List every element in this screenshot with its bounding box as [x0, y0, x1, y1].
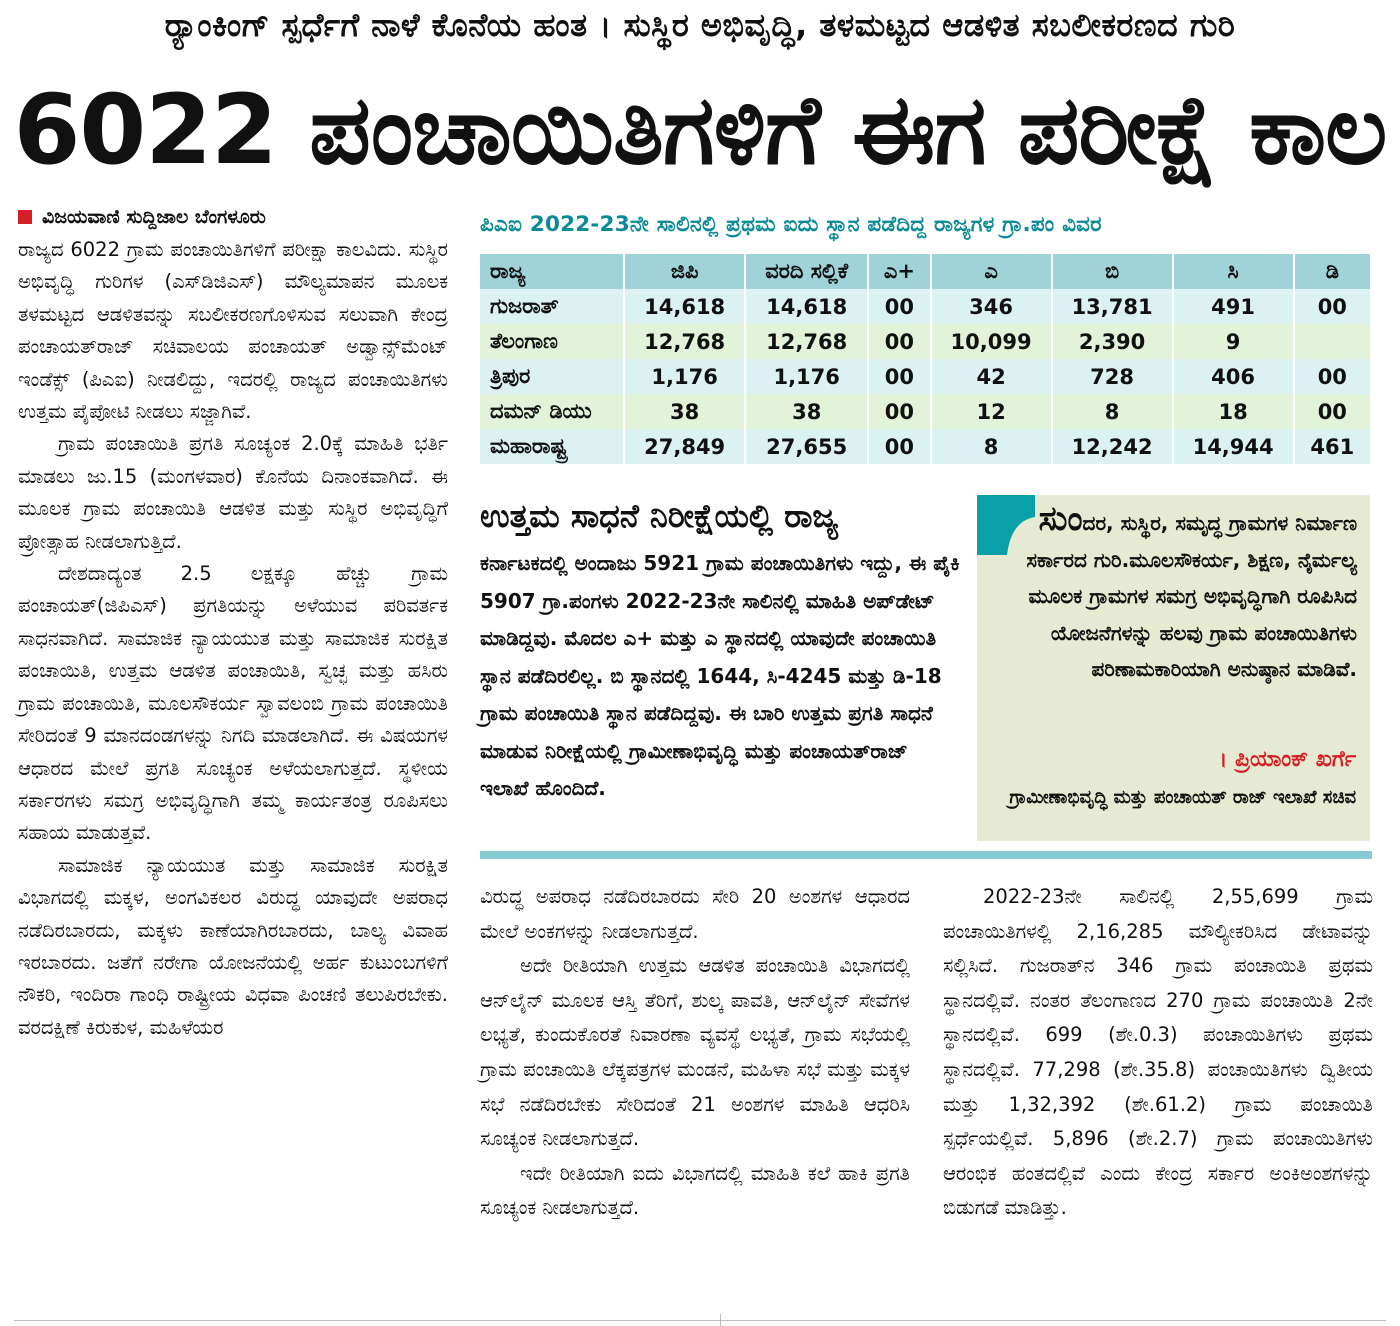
table-cell: 491	[1173, 289, 1294, 324]
table-cell: 00	[868, 394, 930, 429]
mid-paragraph-3: ಇದೇ ರೀತಿಯಾಗಿ ಐದು ವಿಭಾಗದಲ್ಲಿ ಮಾಹಿತಿ ಕಲೆ ಹಾಕಿ ಪ್ರಗತಿ ಸೂಚ್ಯಂಕ ನೀಡಲಾಗುತ್ತದೆ.	[480, 1161, 910, 1220]
table-cell: 14,618	[745, 289, 868, 324]
quote-body: ದರ, ಸುಸ್ಥಿರ, ಸಮೃದ್ಧ ಗ್ರಾಮಗಳ ನಿರ್ಮಾಣ ಸರ್ಕಾರದ ಗುರಿ.ಮೂಲಸೌಕರ್ಯ, ಶಿಕ್ಷಣ, ನೈರ್ಮಲ್ಯ ಮೂಲಕ ಗ್ರಾಮಗಳ ಸಮಗ್ರ ಅಭಿವೃದ್ಧಿಗಾಗಿ ರೂಪಿಸಿದ ಯೋಜನೆಗಳನ್ನು ಹಲವು ಗ್ರಾಮ ಪಂಚಾಯಿತಿಗಳು ಪರಿಣಾಮಕಾರಿಯಾಗಿ ಅನುಷ್ಠಾನ ಮಾಡಿವೆ.	[1026, 511, 1357, 681]
section-body: ಕರ್ನಾಟಕದಲ್ಲಿ ಅಂದಾಜು 5921 ಗ್ರಾಮ ಪಂಚಾಯಿತಿಗಳು ಇದ್ದು, ಈ ಪೈಕಿ 5907 ಗ್ರಾ.ಪಂಗಳು 2022-23ನೇ ಸಾಲಿನಲ್ಲಿ ಮಾಹಿತಿ ಅಪ್‌ಡೇಟ್ ಮಾಡಿದ್ದವು. ಮೊದಲ ಎ+ ಮತ್ತು ಎ ಸ್ಥಾನದಲ್ಲಿ ಯಾವುದೇ ಪಂಚಾಯಿತಿ ಸ್ಥಾನ ಪಡೆದಿರಲಿಲ್ಲ. ಬಿ ಸ್ಥಾನದಲ್ಲಿ 1644, ಸಿ-4245 ಮತ್ತು ಡಿ-18 ಗ್ರಾಮ ಪಂಚಾಯಿತಿ ಸ್ಥಾನ ಪಡೆದಿದ್ದವು. ಈ ಬಾರಿ ಉತ್ತಮ ಪ್ರಗತಿ ಸಾಧನೆ ಮಾಡುವ ನಿರೀಕ್ಷೆಯಲ್ಲಿ ಗ್ರಾಮೀಣಾಭಿವೃದ್ಧಿ ಮತ್ತು ಪಂಚಾಯತ್‌ರಾಜ್ ಇಲಾಖೆ ಹೊಂದಿದೆ.	[480, 551, 960, 800]
mid-paragraph-2: ಅದೇ ರೀತಿಯಾಗಿ ಉತ್ತಮ ಆಡಳಿತ ಪಂಚಾಯಿತಿ ವಿಭಾಗದಲ್ಲಿ ಆನ್‌ಲೈನ್ ಮೂಲಕ ಆಸ್ತಿ ತೆರಿಗೆ, ಶುಲ್ಕ ಪಾವತಿ, ಆನ್‌ಲೈನ್ ಸೇವೆಗಳ ಲಭ್ಯತೆ, ಕುಂದುಕೊರತೆ ನಿವಾರಣಾ ವ್ಯವಸ್ಥೆ ಲಭ್ಯತೆ, ಗ್ರಾಮ ಸಭೆಯಲ್ಲಿ ಗ್ರಾಮ ಪಂಚಾಯಿತಿ ಲೆಕ್ಕಪತ್ರಗಳ ಮಂಡನೆ, ಮಹಿಳಾ ಸಭೆ ಮತ್ತು ಮಕ್ಕಳ ಸಭೆ ನಡೆದಿರಬೇಕು ಸೇರಿದಂತೆ 21 ಅಂಶಗಳ ಮಾಹಿತಿ ಆಧರಿಸಿ ಸೂಚ್ಯಂಕ ನೀಡಲಾಗುತ್ತದೆ.	[480, 954, 910, 1151]
table-cell: 38	[624, 394, 745, 429]
mid-paragraph-1: ವಿರುದ್ಧ ಅಪರಾಧ ನಡೆದಿರಬಾರದು ಸೇರಿ 20 ಅಂಶಗಳ ಆಧಾರದ ಮೇಲೆ ಅಂಕಗಳನ್ನು ನೀಡಲಾಗುತ್ತದೆ.	[480, 885, 910, 943]
table-cell: 14,944	[1173, 429, 1294, 464]
table-header: ಡಿ	[1294, 254, 1371, 289]
table-cell: 8	[1052, 394, 1173, 429]
left-paragraph-2: ಗ್ರಾಮ ಪಂಚಾಯಿತಿ ಪ್ರಗತಿ ಸೂಚ್ಯಂಕ 2.0ಕ್ಕೆ ಮಾಹಿತಿ ಭರ್ತಿ ಮಾಡಲು ಜು.15 (ಮಂಗಳವಾರ) ಕೊನೆಯ ದಿನಾಂಕವಾಗಿದೆ. ಈ ಮೂಲಕ ಗ್ರಾಮ ಪಂಚಾಯಿತಿ ಆಡಳಿತ ಮತ್ತು ಸುಸ್ಥಿರ ಅಭಿವೃದ್ಧಿಗೆ ಪ್ರೋತ್ಸಾಹ ನೀಡಲಾಗುತ್ತಿದೆ.	[18, 432, 448, 553]
table-header: ಎ+	[868, 254, 930, 289]
table-cell: 12	[931, 394, 1052, 429]
table-row	[480, 394, 1371, 429]
table-cell: 00	[1294, 289, 1371, 324]
right-paragraph-1: 2022-23ನೇ ಸಾಲಿನಲ್ಲಿ 2,55,699 ಗ್ರಾಮ ಪಂಚಾಯಿತಿಗಳಲ್ಲಿ 2,16,285 ಮೌಲ್ಯೀಕರಿಸಿದ ಡೇಟಾವನ್ನು ಸಲ್ಲಿಸಿದೆ. ಗುಜರಾತ್‌ನ 346 ಗ್ರಾಮ ಪಂಚಾಯಿತಿ ಪ್ರಥಮ ಸ್ಥಾನದಲ್ಲಿವೆ. ನಂತರ ತೆಲಂಗಾಣದ 270 ಗ್ರಾಮ ಪಂಚಾಯಿತಿ 2ನೇ ಸ್ಥಾನದಲ್ಲಿವೆ. 699 (ಶೇ.0.3) ಪಂಚಾಯಿತಿಗಳು ಪ್ರಥಮ ಸ್ಥಾನದಲ್ಲಿವೆ. 77,298 (ಶೇ.35.8) ಪಂಚಾಯಿತಿಗಳು ದ್ವಿತೀಯ ಮತ್ತು 1,32,392 (ಶೇ.61.2) ಗ್ರಾಮ ಪಂಚಾಯಿತಿ ಸ್ಪರ್ಧೆಯಲ್ಲಿವೆ. 5,896 (ಶೇ.2.7) ಗ್ರಾಮ ಪಂಚಾಯಿತಿಗಳು ಆರಂಭಿಕ ಹಂತದಲ್ಲಿವೆ ಎಂದು ಕೇಂದ್ರ ಸರ್ಕಾರ ಅಂಕಿಅಂಶಗಳನ್ನು ಬಿಡುಗಡೆ ಮಾಡಿತ್ತು.	[943, 885, 1373, 1220]
table-cell: 9	[1173, 324, 1294, 359]
table-cell: ತ್ರಿಪುರ	[480, 359, 624, 394]
kicker: ರ್‍ಯಾಂಕಿಂಗ್ ಸ್ಪರ್ಧೆಗೆ ನಾಳೆ ಕೊನೆಯ ಹಂತ । ಸುಸ್ಥಿರ ಅಭಿವೃದ್ಧಿ, ತಳಮಟ್ಟದ ಆಡಳಿತ ಸಬಲೀಕರಣದ ಗುರಿ	[164, 6, 1236, 44]
byline-text: ವಿಜಯವಾಣಿ ಸುದ್ದಿಜಾಲ ಬೆಂಗಳೂರು	[42, 206, 266, 228]
table-row	[480, 324, 1371, 359]
table-cell: 461	[1294, 429, 1371, 464]
table-cell: 1,176	[745, 359, 868, 394]
section-heading: ಉತ್ತಮ ಸಾಧನೆ ನಿರೀಕ್ಷೆಯಲ್ಲಿ ರಾಜ್ಯ	[480, 497, 839, 535]
table-cell: 8	[931, 429, 1052, 464]
quote-box	[977, 495, 1370, 841]
table-cell: 00	[868, 429, 930, 464]
left-paragraph-4: ಸಾಮಾಜಿಕ ನ್ಯಾಯಯುತ ಮತ್ತು ಸಾಮಾಜಿಕ ಸುರಕ್ಷಿತ ವಿಭಾಗದಲ್ಲಿ ಮಕ್ಕಳ, ಅಂಗವಿಕಲರ ವಿರುದ್ಧ ಯಾವುದೇ ಅಪರಾಧ ನಡೆದಿರಬಾರದು, ಮಕ್ಕಳು ಕಾಣೆಯಾಗಿರಬಾರದು, ಬಾಲ್ಯ ವಿವಾಹ ಇರಬಾರದು. ಜತೆಗೆ ನರೇಗಾ ಯೋಜನೆಯಲ್ಲಿ ಅರ್ಹ ಕುಟುಂಬಗಳಿಗೆ ನೌಕರಿ, ಇಂದಿರಾ ಗಾಂಧಿ ರಾಷ್ಟ್ರೀಯ ವಿಧವಾ ಪಿಂಚಣಿ ತಲುಪಿರಬೇಕು. ವರದಕ್ಷಿಣೆ ಕಿರುಕುಳ, ಮಹಿಳೆಯರ	[18, 853, 448, 1039]
table-cell: 12,768	[745, 324, 868, 359]
left-column	[18, 206, 448, 1044]
quote-dropcap: ಸುಂ	[1038, 499, 1083, 539]
table-header: ಜಿಪಿ	[624, 254, 745, 289]
table-cell: 12,768	[624, 324, 745, 359]
left-paragraph-3: ದೇಶದಾದ್ಯಂತ 2.5 ಲಕ್ಷಕ್ಕೂ ಹೆಚ್ಚು ಗ್ರಾಮ ಪಂಚಾಯತ್(ಜಿಪಿಎಸ್) ಪ್ರಗತಿಯನ್ನು ಅಳೆಯುವ ಪರಿವರ್ತಕ ಸಾಧನವಾಗಿದೆ. ಸಾಮಾಜಿಕ ನ್ಯಾಯಯುತ ಮತ್ತು ಸಾಮಾಜಿಕ ಸುರಕ್ಷಿತ ಪಂಚಾಯಿತಿ, ಉತ್ತಮ ಆಡಳಿತ ಪಂಚಾಯಿತಿ, ಸ್ವಚ್ಛ ಮತ್ತು ಹಸಿರು ಗ್ರಾಮ ಪಂಚಾಯಿತಿ, ಮೂಲಸೌಕರ್ಯ ಸ್ವಾವಲಂಬಿ ಗ್ರಾಮ ಪಂಚಾಯಿತಿ ಸೇರಿದಂತೆ 9 ಮಾನದಂಡಗಳನ್ನು ನಿಗದಿ ಮಾಡಲಾಗಿದೆ. ಈ ವಿಷಯಗಳ ಆಧಾರದ ಮೇಲೆ ಪ್ರಗತಿ ಸೂಚ್ಯಂಕ ಅಳೆಯಲಾಗುತ್ತದೆ. ಸ್ಥಳೀಯ ಸರ್ಕಾರಗಳು ಸಮಗ್ರ ಅಭಿವೃದ್ಧಿಗಾಗಿ ತಮ್ಮ ಕಾರ್ಯತಂತ್ರ ರೂಪಿಸಲು ಸಹಾಯ ಮಾಡುತ್ತವೆ.	[18, 562, 448, 845]
bottom-tick	[720, 1314, 721, 1326]
table-cell: 00	[868, 289, 930, 324]
quote-text	[991, 501, 1357, 688]
bottom-divider	[14, 1320, 1386, 1321]
table-header-row	[480, 254, 1371, 289]
table-cell: 12,242	[1052, 429, 1173, 464]
table-cell: ಗುಜರಾತ್	[480, 289, 624, 324]
table-header: ವರದಿ ಸಲ್ಲಿಕೆ	[745, 254, 868, 289]
table-cell: 27,655	[745, 429, 868, 464]
table-cell: 346	[931, 289, 1052, 324]
table-cell: 10,099	[931, 324, 1052, 359]
table-cell: 00	[1294, 394, 1371, 429]
table-cell: 42	[931, 359, 1052, 394]
table-row	[480, 429, 1371, 464]
red-square-icon	[18, 210, 32, 224]
table-cell: 14,618	[624, 289, 745, 324]
headline: 6022 ಪಂಚಾಯಿತಿಗಳಿಗೆ ಈಗ ಪರೀಕ್ಷೆ ಕಾಲ	[13, 74, 1387, 186]
table-cell: 1,176	[624, 359, 745, 394]
table-cell	[1294, 324, 1371, 359]
quote-author: । ಪ್ರಿಯಾಂಕ್ ಖರ್ಗೆ	[1218, 747, 1356, 772]
table-header: ರಾಜ್ಯ	[480, 254, 624, 289]
left-paragraph-1: ರಾಜ್ಯದ 6022 ಗ್ರಾಮ ಪಂಚಾಯಿತಿಗಳಿಗೆ ಪರೀಕ್ಷಾ ಕಾಲವಿದು. ಸುಸ್ಥಿರ ಅಭಿವೃದ್ಧಿ ಗುರಿಗಳ (ಎಸ್‌ಡಿಜಿಎಸ್) ಮೌಲ್ಯಮಾಪನ ಮೂಲಕ ತಳಮಟ್ಟದ ಆಡಳಿತವನ್ನು ಸಬಲೀಕರಣಗೊಳಿಸುವ ಸಲುವಾಗಿ ಕೇಂದ್ರ ಪಂಚಾಯತ್‌ರಾಜ್ ಸಚಿವಾಲಯ ಪಂಚಾಯತ್ ಅಡ್ವಾನ್ಸ್‌ಮೆಂಟ್ ಇಂಡೆಕ್ಸ್ (ಪಿಎಐ) ನೀಡಲಿದ್ದು, ಇದರಲ್ಲಿ ರಾಜ್ಯದ ಪಂಚಾಯಿತಿಗಳು ಉತ್ತಮ ಪೈಪೋಟಿ ನೀಡಲು ಸಜ್ಜಾಗಿವೆ.	[18, 238, 448, 424]
middle-column	[480, 880, 910, 1226]
table-cell: 00	[868, 324, 930, 359]
table-cell: 00	[868, 359, 930, 394]
table-row	[480, 289, 1371, 324]
table-cell: 728	[1052, 359, 1173, 394]
section-divider	[480, 851, 1372, 859]
quote-role: ಗ್ರಾಮೀಣಾಭಿವೃದ್ಧಿ ಮತ್ತು ಪಂಚಾಯತ್ ರಾಜ್ ಇಲಾಖೆ ಸಚಿವ	[1009, 787, 1356, 808]
table-cell: 00	[1294, 359, 1371, 394]
table-header: ಬಿ	[1052, 254, 1173, 289]
table-row	[480, 359, 1371, 394]
table-cell: 38	[745, 394, 868, 429]
table-header: ಎ	[931, 254, 1052, 289]
table-cell: 13,781	[1052, 289, 1173, 324]
table-cell: 406	[1173, 359, 1294, 394]
table-cell: 27,849	[624, 429, 745, 464]
right-column	[943, 880, 1373, 1226]
table-cell: ಮಹಾರಾಷ್ಟ್ರ	[480, 429, 624, 464]
table-header: ಸಿ	[1173, 254, 1294, 289]
table-cell: 18	[1173, 394, 1294, 429]
stats-table	[480, 254, 1372, 464]
table-title: ಪಿಎಐ 2022-23ನೇ ಸಾಲಿನಲ್ಲಿ ಪ್ರಥಮ ಐದು ಸ್ಥಾನ ಪಡೆದಿದ್ದ ರಾಜ್ಯಗಳ ಗ್ರಾ.ಪಂ ವಿವರ	[480, 212, 1102, 237]
table-cell: ತೆಲಂಗಾಣ	[480, 324, 624, 359]
table-cell: ದಮನ್ ಡಿಯು	[480, 394, 624, 429]
byline	[18, 206, 448, 228]
table-cell: 2,390	[1052, 324, 1173, 359]
